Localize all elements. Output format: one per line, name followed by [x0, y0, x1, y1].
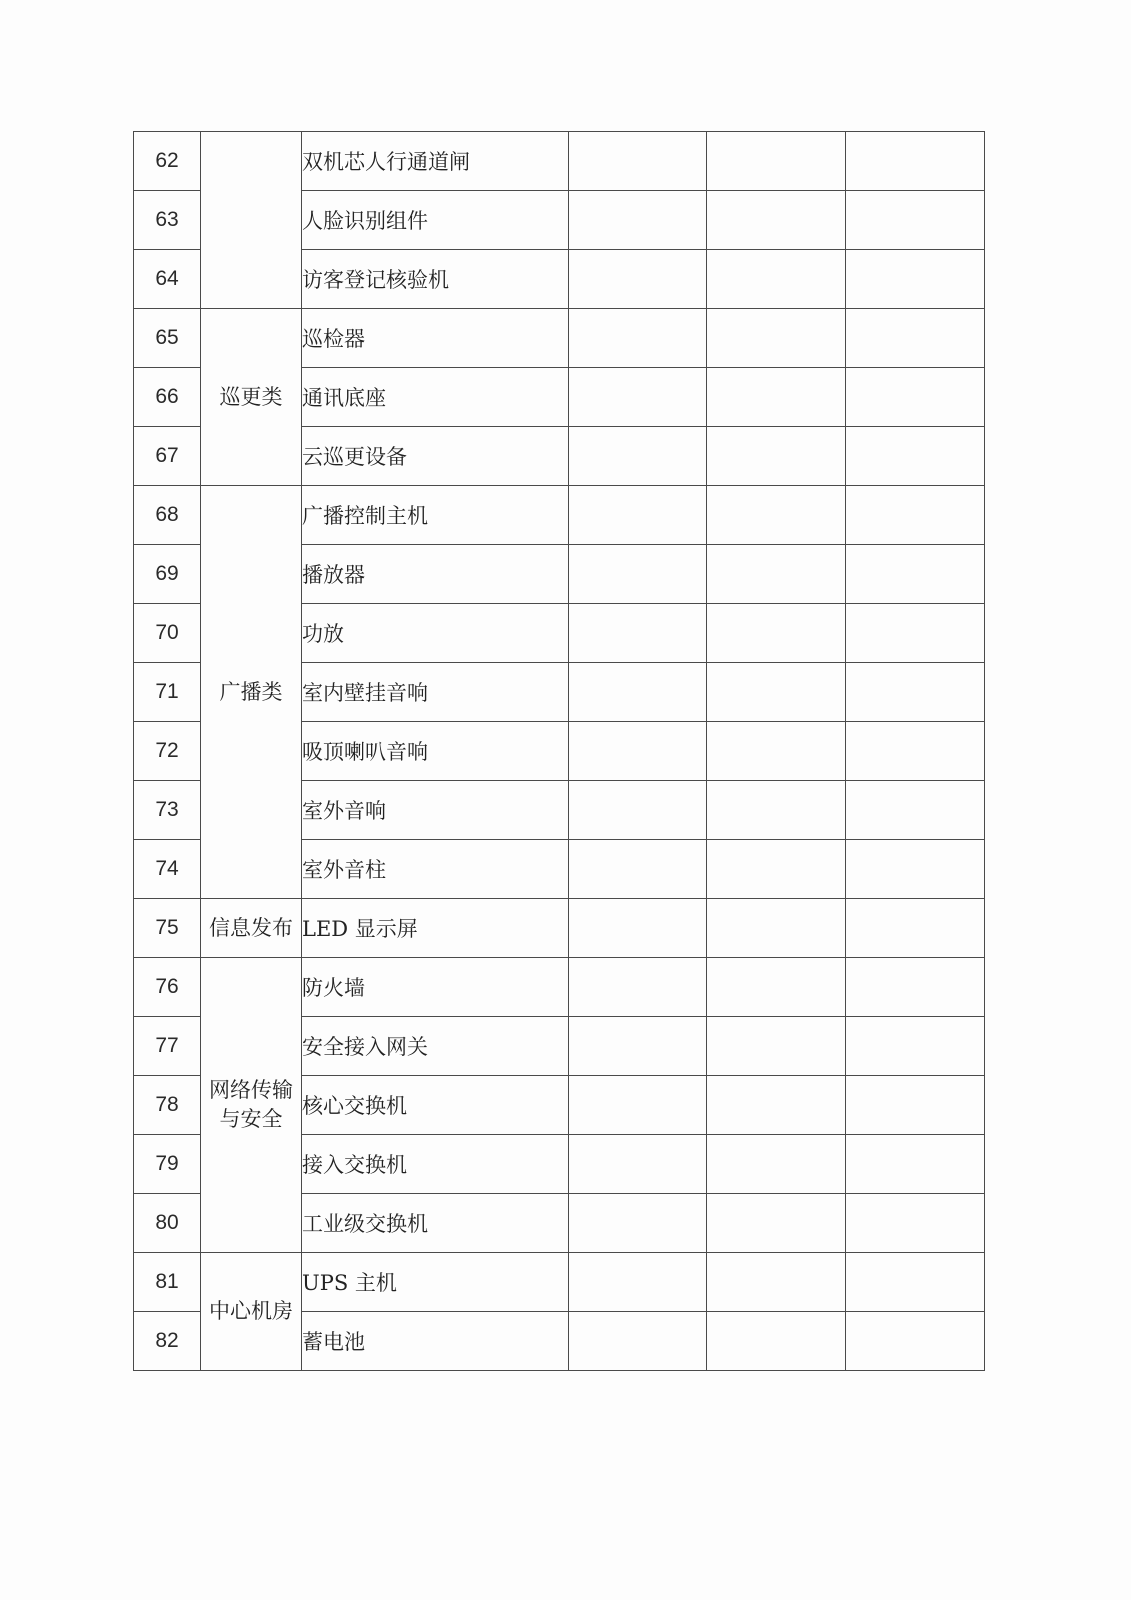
- row-number: 77: [134, 1017, 201, 1076]
- blank-cell-2: [707, 309, 846, 368]
- blank-cell-1: [569, 545, 707, 604]
- row-number: 64: [134, 250, 201, 309]
- item-name: 蓄电池: [302, 1312, 569, 1371]
- category-cell: [201, 132, 302, 309]
- row-number: 76: [134, 958, 201, 1017]
- item-name: 吸顶喇叭音响: [302, 722, 569, 781]
- blank-cell-3: [846, 840, 985, 899]
- blank-cell-1: [569, 1194, 707, 1253]
- table-row: [134, 486, 985, 545]
- blank-cell-1: [569, 486, 707, 545]
- blank-cell-3: [846, 545, 985, 604]
- row-number: 62: [134, 132, 201, 191]
- blank-cell-2: [707, 840, 846, 899]
- row-number: 82: [134, 1312, 201, 1371]
- blank-cell-1: [569, 1135, 707, 1194]
- table-row: [134, 899, 985, 958]
- blank-cell-2: [707, 899, 846, 958]
- item-name: 核心交换机: [302, 1076, 569, 1135]
- item-name: 安全接入网关: [302, 1017, 569, 1076]
- blank-cell-2: [707, 722, 846, 781]
- item-name: 播放器: [302, 545, 569, 604]
- item-name: 室内壁挂音响: [302, 663, 569, 722]
- blank-cell-2: [707, 604, 846, 663]
- blank-cell-1: [569, 840, 707, 899]
- blank-cell-2: [707, 1017, 846, 1076]
- blank-cell-3: [846, 427, 985, 486]
- blank-cell-3: [846, 722, 985, 781]
- blank-cell-2: [707, 427, 846, 486]
- blank-cell-2: [707, 1194, 846, 1253]
- blank-cell-2: [707, 663, 846, 722]
- blank-cell-1: [569, 1076, 707, 1135]
- category-cell: 巡更类: [201, 309, 302, 486]
- blank-cell-1: [569, 427, 707, 486]
- item-name: 通讯底座: [302, 368, 569, 427]
- blank-cell-1: [569, 1017, 707, 1076]
- item-name: 广播控制主机: [302, 486, 569, 545]
- item-name: UPS 主机: [302, 1253, 569, 1312]
- blank-cell-1: [569, 604, 707, 663]
- row-number: 75: [134, 899, 201, 958]
- blank-cell-3: [846, 604, 985, 663]
- row-number: 80: [134, 1194, 201, 1253]
- blank-cell-2: [707, 368, 846, 427]
- blank-cell-1: [569, 1253, 707, 1312]
- blank-cell-3: [846, 1135, 985, 1194]
- row-number: 70: [134, 604, 201, 663]
- blank-cell-1: [569, 309, 707, 368]
- row-number: 63: [134, 191, 201, 250]
- item-name: LED 显示屏: [302, 899, 569, 958]
- item-name: 巡检器: [302, 309, 569, 368]
- blank-cell-1: [569, 1312, 707, 1371]
- blank-cell-3: [846, 191, 985, 250]
- blank-cell-3: [846, 1076, 985, 1135]
- blank-cell-2: [707, 958, 846, 1017]
- blank-cell-3: [846, 132, 985, 191]
- item-name: 室外音响: [302, 781, 569, 840]
- row-number: 67: [134, 427, 201, 486]
- blank-cell-3: [846, 781, 985, 840]
- blank-cell-1: [569, 368, 707, 427]
- category-cell: 网络传输与安全: [201, 958, 302, 1253]
- row-number: 66: [134, 368, 201, 427]
- row-number: 71: [134, 663, 201, 722]
- row-number: 69: [134, 545, 201, 604]
- category-cell: 广播类: [201, 486, 302, 899]
- blank-cell-3: [846, 899, 985, 958]
- item-name: 人脸识别组件: [302, 191, 569, 250]
- blank-cell-3: [846, 1312, 985, 1371]
- item-name: 功放: [302, 604, 569, 663]
- blank-cell-1: [569, 132, 707, 191]
- blank-cell-3: [846, 486, 985, 545]
- blank-cell-3: [846, 1017, 985, 1076]
- row-number: 68: [134, 486, 201, 545]
- blank-cell-2: [707, 781, 846, 840]
- blank-cell-3: [846, 663, 985, 722]
- blank-cell-3: [846, 309, 985, 368]
- blank-cell-2: [707, 191, 846, 250]
- blank-cell-1: [569, 899, 707, 958]
- row-number: 78: [134, 1076, 201, 1135]
- blank-cell-1: [569, 191, 707, 250]
- table-row: [134, 1253, 985, 1312]
- category-cell: 信息发布: [201, 899, 302, 958]
- item-name: 工业级交换机: [302, 1194, 569, 1253]
- row-number: 81: [134, 1253, 201, 1312]
- row-number: 73: [134, 781, 201, 840]
- blank-cell-2: [707, 132, 846, 191]
- blank-cell-3: [846, 1194, 985, 1253]
- item-name: 室外音柱: [302, 840, 569, 899]
- blank-cell-1: [569, 722, 707, 781]
- blank-cell-2: [707, 1312, 846, 1371]
- blank-cell-2: [707, 486, 846, 545]
- blank-cell-2: [707, 1076, 846, 1135]
- item-name: 访客登记核验机: [302, 250, 569, 309]
- item-name: 双机芯人行通道闸: [302, 132, 569, 191]
- blank-cell-1: [569, 958, 707, 1017]
- row-number: 74: [134, 840, 201, 899]
- blank-cell-2: [707, 545, 846, 604]
- blank-cell-2: [707, 250, 846, 309]
- blank-cell-3: [846, 958, 985, 1017]
- item-name: 接入交换机: [302, 1135, 569, 1194]
- table-row: [134, 132, 985, 191]
- blank-cell-2: [707, 1135, 846, 1194]
- row-number: 72: [134, 722, 201, 781]
- item-name: 云巡更设备: [302, 427, 569, 486]
- equipment-table: [133, 131, 985, 1371]
- row-number: 79: [134, 1135, 201, 1194]
- blank-cell-3: [846, 1253, 985, 1312]
- equipment-table-body: [134, 132, 985, 1371]
- blank-cell-2: [707, 1253, 846, 1312]
- blank-cell-3: [846, 368, 985, 427]
- table-row: [134, 309, 985, 368]
- table-row: [134, 958, 985, 1017]
- item-name: 防火墙: [302, 958, 569, 1017]
- category-cell: 中心机房: [201, 1253, 302, 1371]
- blank-cell-3: [846, 250, 985, 309]
- row-number: 65: [134, 309, 201, 368]
- blank-cell-1: [569, 250, 707, 309]
- blank-cell-1: [569, 663, 707, 722]
- blank-cell-1: [569, 781, 707, 840]
